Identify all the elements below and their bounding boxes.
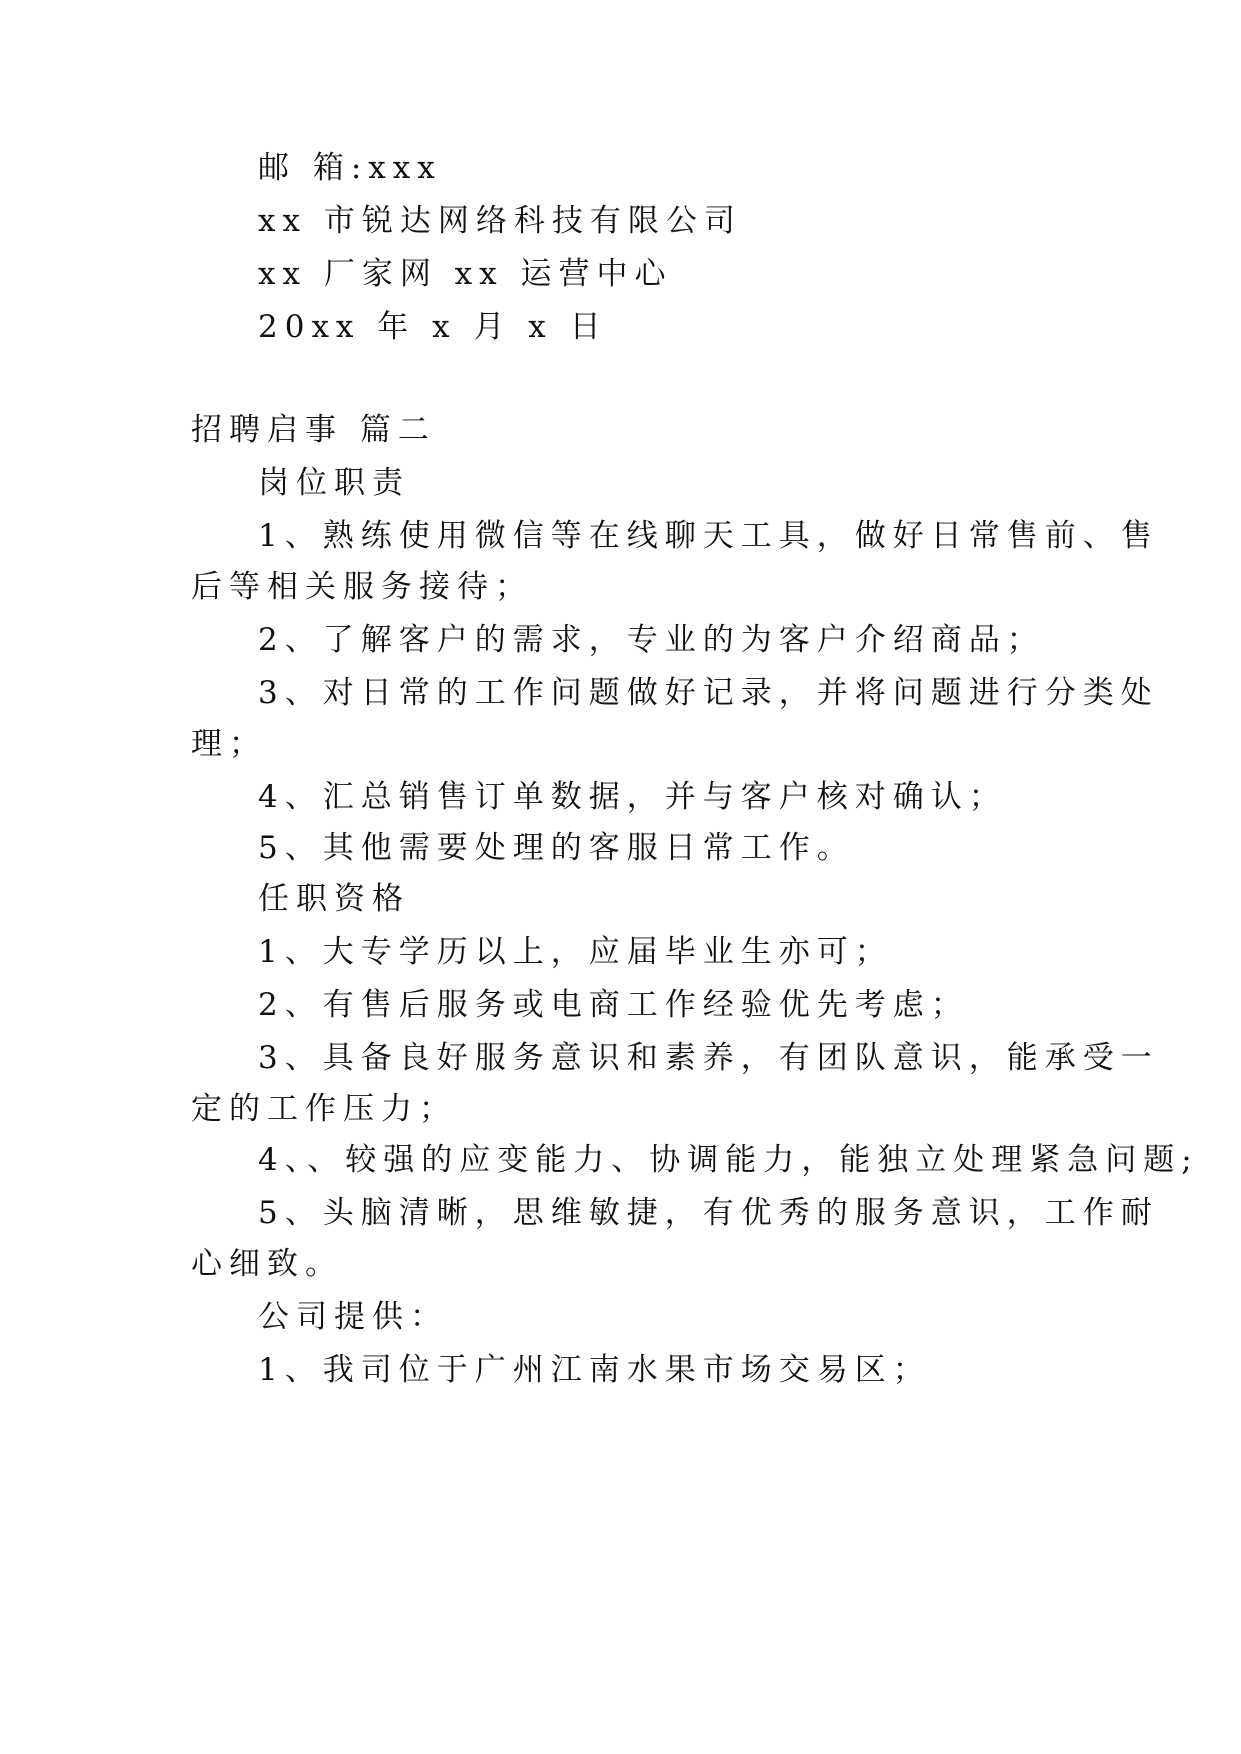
- company-line: xx 市锐达网络科技有限公司: [258, 203, 742, 239]
- duty-item-5: 5、其他需要处理的客服日常工作。: [258, 830, 855, 866]
- qualification-item-2: 2、有售后服务或电商工作经验优先考虑；: [258, 987, 969, 1023]
- duty-item-1-line1: 1、熟练使用微信等在线聊天工具，做好日常售前、售: [258, 518, 1159, 554]
- qualification-item-3-line1: 3、具备良好服务意识和素养，有团队意识，能承受一: [258, 1040, 1159, 1076]
- qualification-item-4: 4、、较强的应变能力、协调能力，能独立处理紧急问题;: [258, 1142, 1199, 1178]
- qualification-item-5-line2: 心细致。: [191, 1246, 343, 1282]
- duty-item-2: 2、了解客户的需求，专业的为客户介绍商品；: [258, 622, 1045, 658]
- qualification-item-5-line1: 5、头脑清晰，思维敏捷，有优秀的服务意识，工作耐: [258, 1195, 1159, 1231]
- qualification-item-3-line2: 定的工作压力；: [191, 1091, 457, 1127]
- qualifications-heading: 任职资格: [258, 881, 410, 917]
- duty-item-1-line2: 后等相关服务接待；: [191, 569, 533, 605]
- date-line: 20xx 年 x 月 x 日: [258, 309, 608, 345]
- benefit-item-1: 1、我司位于广州江南水果市场交易区；: [258, 1352, 931, 1388]
- benefits-heading: 公司提供：: [258, 1299, 448, 1335]
- duty-item-3-line2: 理；: [191, 726, 267, 762]
- duty-item-4: 4、汇总销售订单数据，并与客户核对确认；: [258, 779, 1007, 815]
- duty-item-3-line1: 3、对日常的工作问题做好记录，并将问题进行分类处: [258, 675, 1159, 711]
- section-title: 招聘启事 篇二: [191, 412, 436, 448]
- qualification-item-1: 1、大专学历以上，应届毕业生亦可；: [258, 934, 893, 970]
- operation-center-line: xx 厂家网 xx 运营中心: [258, 256, 673, 292]
- email-line: 邮 箱:xxx: [258, 150, 442, 186]
- duties-heading: 岗位职责: [258, 465, 410, 501]
